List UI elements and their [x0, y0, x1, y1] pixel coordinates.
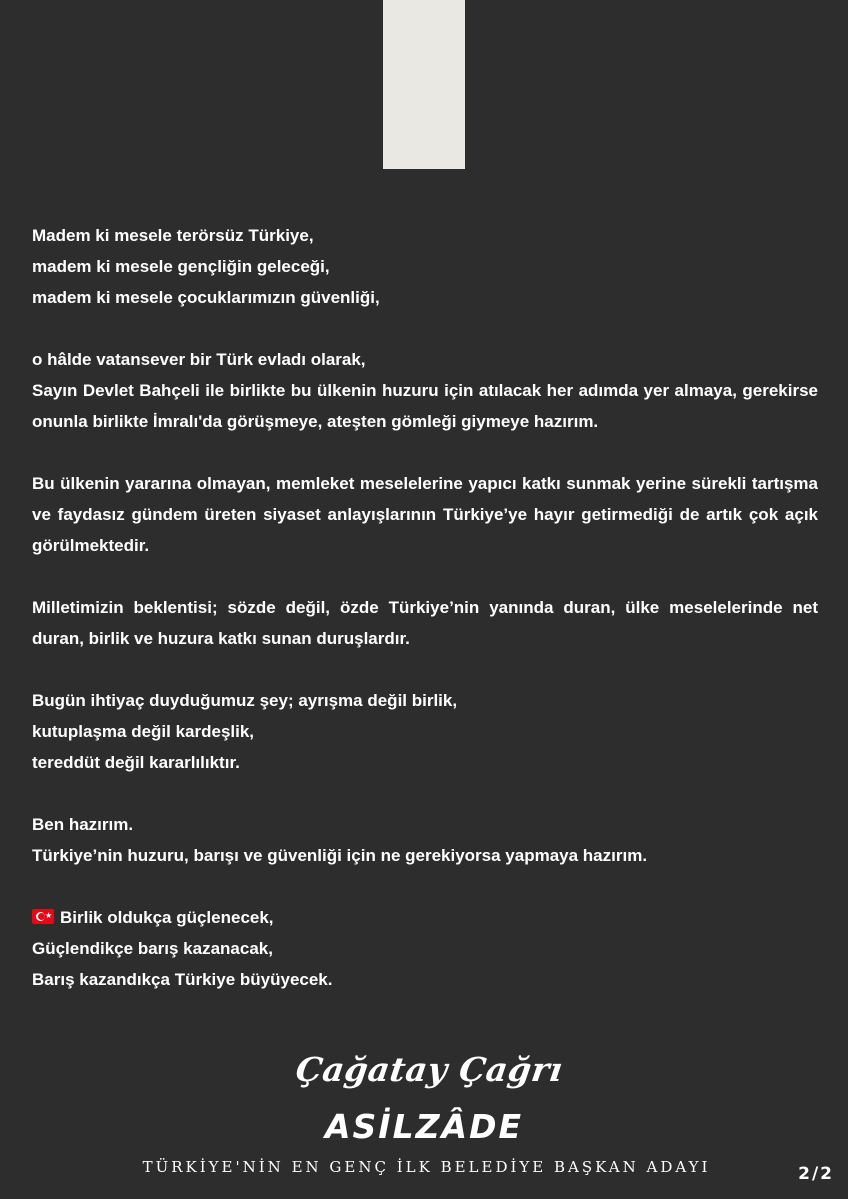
paragraph-opening — [32, 220, 818, 313]
text-line-with-flag — [32, 902, 818, 933]
text-line: Bugün ihtiyaç duyduğumuz şey; ayrışma değil birlik, — [32, 691, 458, 710]
text-line: tereddüt değil kararlılıktır. — [32, 753, 240, 772]
text-line: Madem ki mesele terörsüz Türkiye, — [32, 226, 314, 245]
text-line: Birlik oldukça güçlenecek, — [60, 908, 274, 927]
signature-name — [0, 1050, 848, 1090]
paragraph-commitment — [32, 344, 818, 437]
text-line: Güçlendikçe barış kazanacak, — [32, 939, 273, 958]
signature-script: Çağatay Çağrı — [293, 1050, 566, 1089]
turkey-flag-icon: ★ — [32, 909, 54, 924]
text-line: madem ki mesele çocuklarımızın güvenliği, — [32, 288, 380, 307]
top-decorative-bar — [383, 0, 465, 169]
candidate-tagline: TÜRKİYE'NİN EN GENÇ İLK BELEDİYE BAŞKAN ADAYI — [142, 1158, 711, 1176]
text-line: Türkiye’nin huzuru, barışı ve güvenliği için ne gerekiyorsa yapmaya hazırım. — [32, 846, 648, 865]
paragraph-ready — [32, 809, 818, 871]
statement-body — [32, 220, 818, 1026]
signature-surname: ASİLZÂDE — [324, 1107, 523, 1146]
paragraph-expectation: Milletimizin beklentisi; sözde değil, özde Türkiye’nin yanında duran, ülke meselelerinde net duran, birlik ve huzura katkı sunan duruşlardır. — [32, 598, 818, 648]
text-line: kutuplaşma değil kardeşlik, — [32, 722, 255, 741]
text-block: Sayın Devlet Bahçeli ile birlikte bu ülkenin huzuru için atılacak her adımda yer almaya, gerekirse onunla birlikte İmralı'da görüşmeye, ateşten gömleği giymeye hazırım. — [32, 381, 818, 431]
text-line: madem ki mesele gençliğin geleceği, — [32, 257, 330, 276]
paragraph-closing — [32, 902, 818, 995]
text-line: o hâlde vatansever bir Türk evladı olarak, — [32, 350, 366, 369]
text-line: Ben hazırım. — [32, 815, 134, 834]
text-line: Barış kazandıkça Türkiye büyüyecek. — [32, 970, 333, 989]
page-number: 2/2 — [798, 1164, 834, 1184]
paragraph-criticism: Bu ülkenin yararına olmayan, memleket meselelerine yapıcı katkı sunmak yerine sürekli tartışma ve faydasız gündem üreten siyaset anlayışlarının Türkiye’ye hayır getirmediği de artık çok açık görülmektedir. — [32, 474, 818, 555]
paragraph-unity — [32, 685, 818, 778]
